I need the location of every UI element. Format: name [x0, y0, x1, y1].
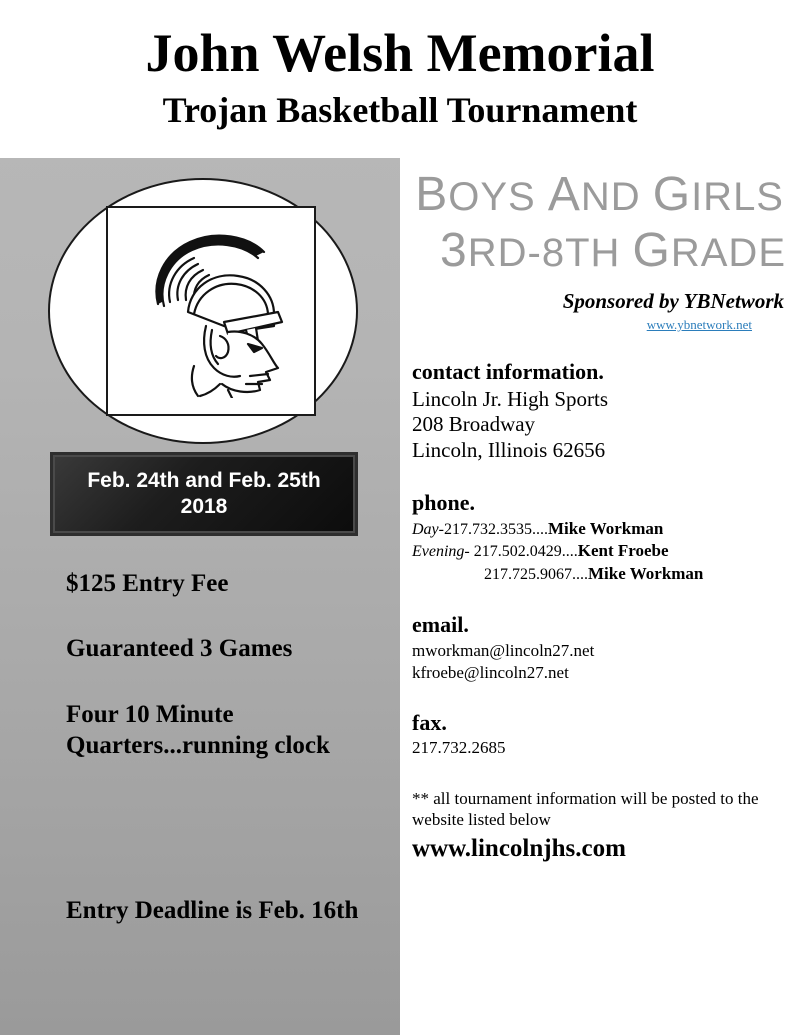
email-heading: email. [412, 612, 469, 637]
email-address-1[interactable]: mworkman@lincoln27.net [412, 641, 595, 660]
date-plaque [50, 452, 358, 536]
website-url[interactable]: www.lincolnjhs.com [412, 834, 626, 862]
phone-day [412, 518, 788, 541]
left-details-list [66, 568, 386, 813]
contact-block [412, 359, 788, 464]
trojan-head-icon [128, 226, 298, 398]
phone-day-name: Mike Workman [547, 518, 664, 538]
date-text [87, 468, 320, 521]
phone-extra-number: 217.725.9067.... [484, 566, 588, 584]
phone-heading: phone. [412, 489, 475, 515]
phone-evening [412, 540, 788, 563]
logo-square-frame [106, 206, 316, 416]
email-address-2[interactable]: kfroebe@lincoln27.net [412, 663, 569, 683]
phone-day-number: 217.732.3535.... [443, 520, 548, 538]
entry-deadline: Entry Deadline is Feb. 16th [66, 897, 359, 924]
date-line-2: 2018 [180, 495, 228, 518]
phone-evening-number: 217.502.0429.... [469, 543, 578, 561]
phone-evening-label: Evening- [412, 543, 470, 561]
contact-line-2: 208 Broadway [412, 412, 536, 437]
phone-evening-name: Kent Froebe [577, 541, 669, 561]
fax-block [412, 710, 788, 758]
contact-heading: contact information. [412, 358, 604, 384]
detail-games: Guaranteed 3 Games [66, 635, 293, 663]
logo-container [48, 178, 354, 440]
sponsor-text: Sponsored by YBNetwork [562, 288, 784, 313]
website-note: ** all tournament information will be posted to the website listed below [412, 789, 759, 830]
audience-line-2: 3RD-8TH GRADE [440, 224, 786, 278]
page-title: John Welsh Memorial [145, 23, 655, 83]
detail-entry-fee: $125 Entry Fee [66, 570, 229, 597]
phone-block [412, 490, 788, 586]
date-line-1: Feb. 24th and Feb. 25th [87, 468, 321, 492]
right-column [412, 170, 788, 863]
page-subtitle: Trojan Basketball Tournament [162, 90, 638, 130]
detail-quarters: Four 10 Minute Quarters...running clock [66, 700, 330, 759]
audience-line-1: BOYS AND GIRLS [415, 168, 784, 221]
email-block [412, 612, 788, 684]
phone-day-label: Day- [412, 520, 444, 538]
sponsor-link[interactable]: www.ybnetwork.net [646, 316, 752, 332]
phone-extra-name: Mike Workman [588, 564, 704, 584]
contact-line-3: Lincoln, Illinois 62656 [412, 438, 606, 462]
fax-heading: fax. [412, 710, 447, 736]
title-band [0, 0, 800, 158]
contact-line-1: Lincoln Jr. High Sports [412, 386, 609, 411]
phone-extra [412, 563, 788, 586]
fax-number: 217.732.2685 [412, 738, 506, 758]
